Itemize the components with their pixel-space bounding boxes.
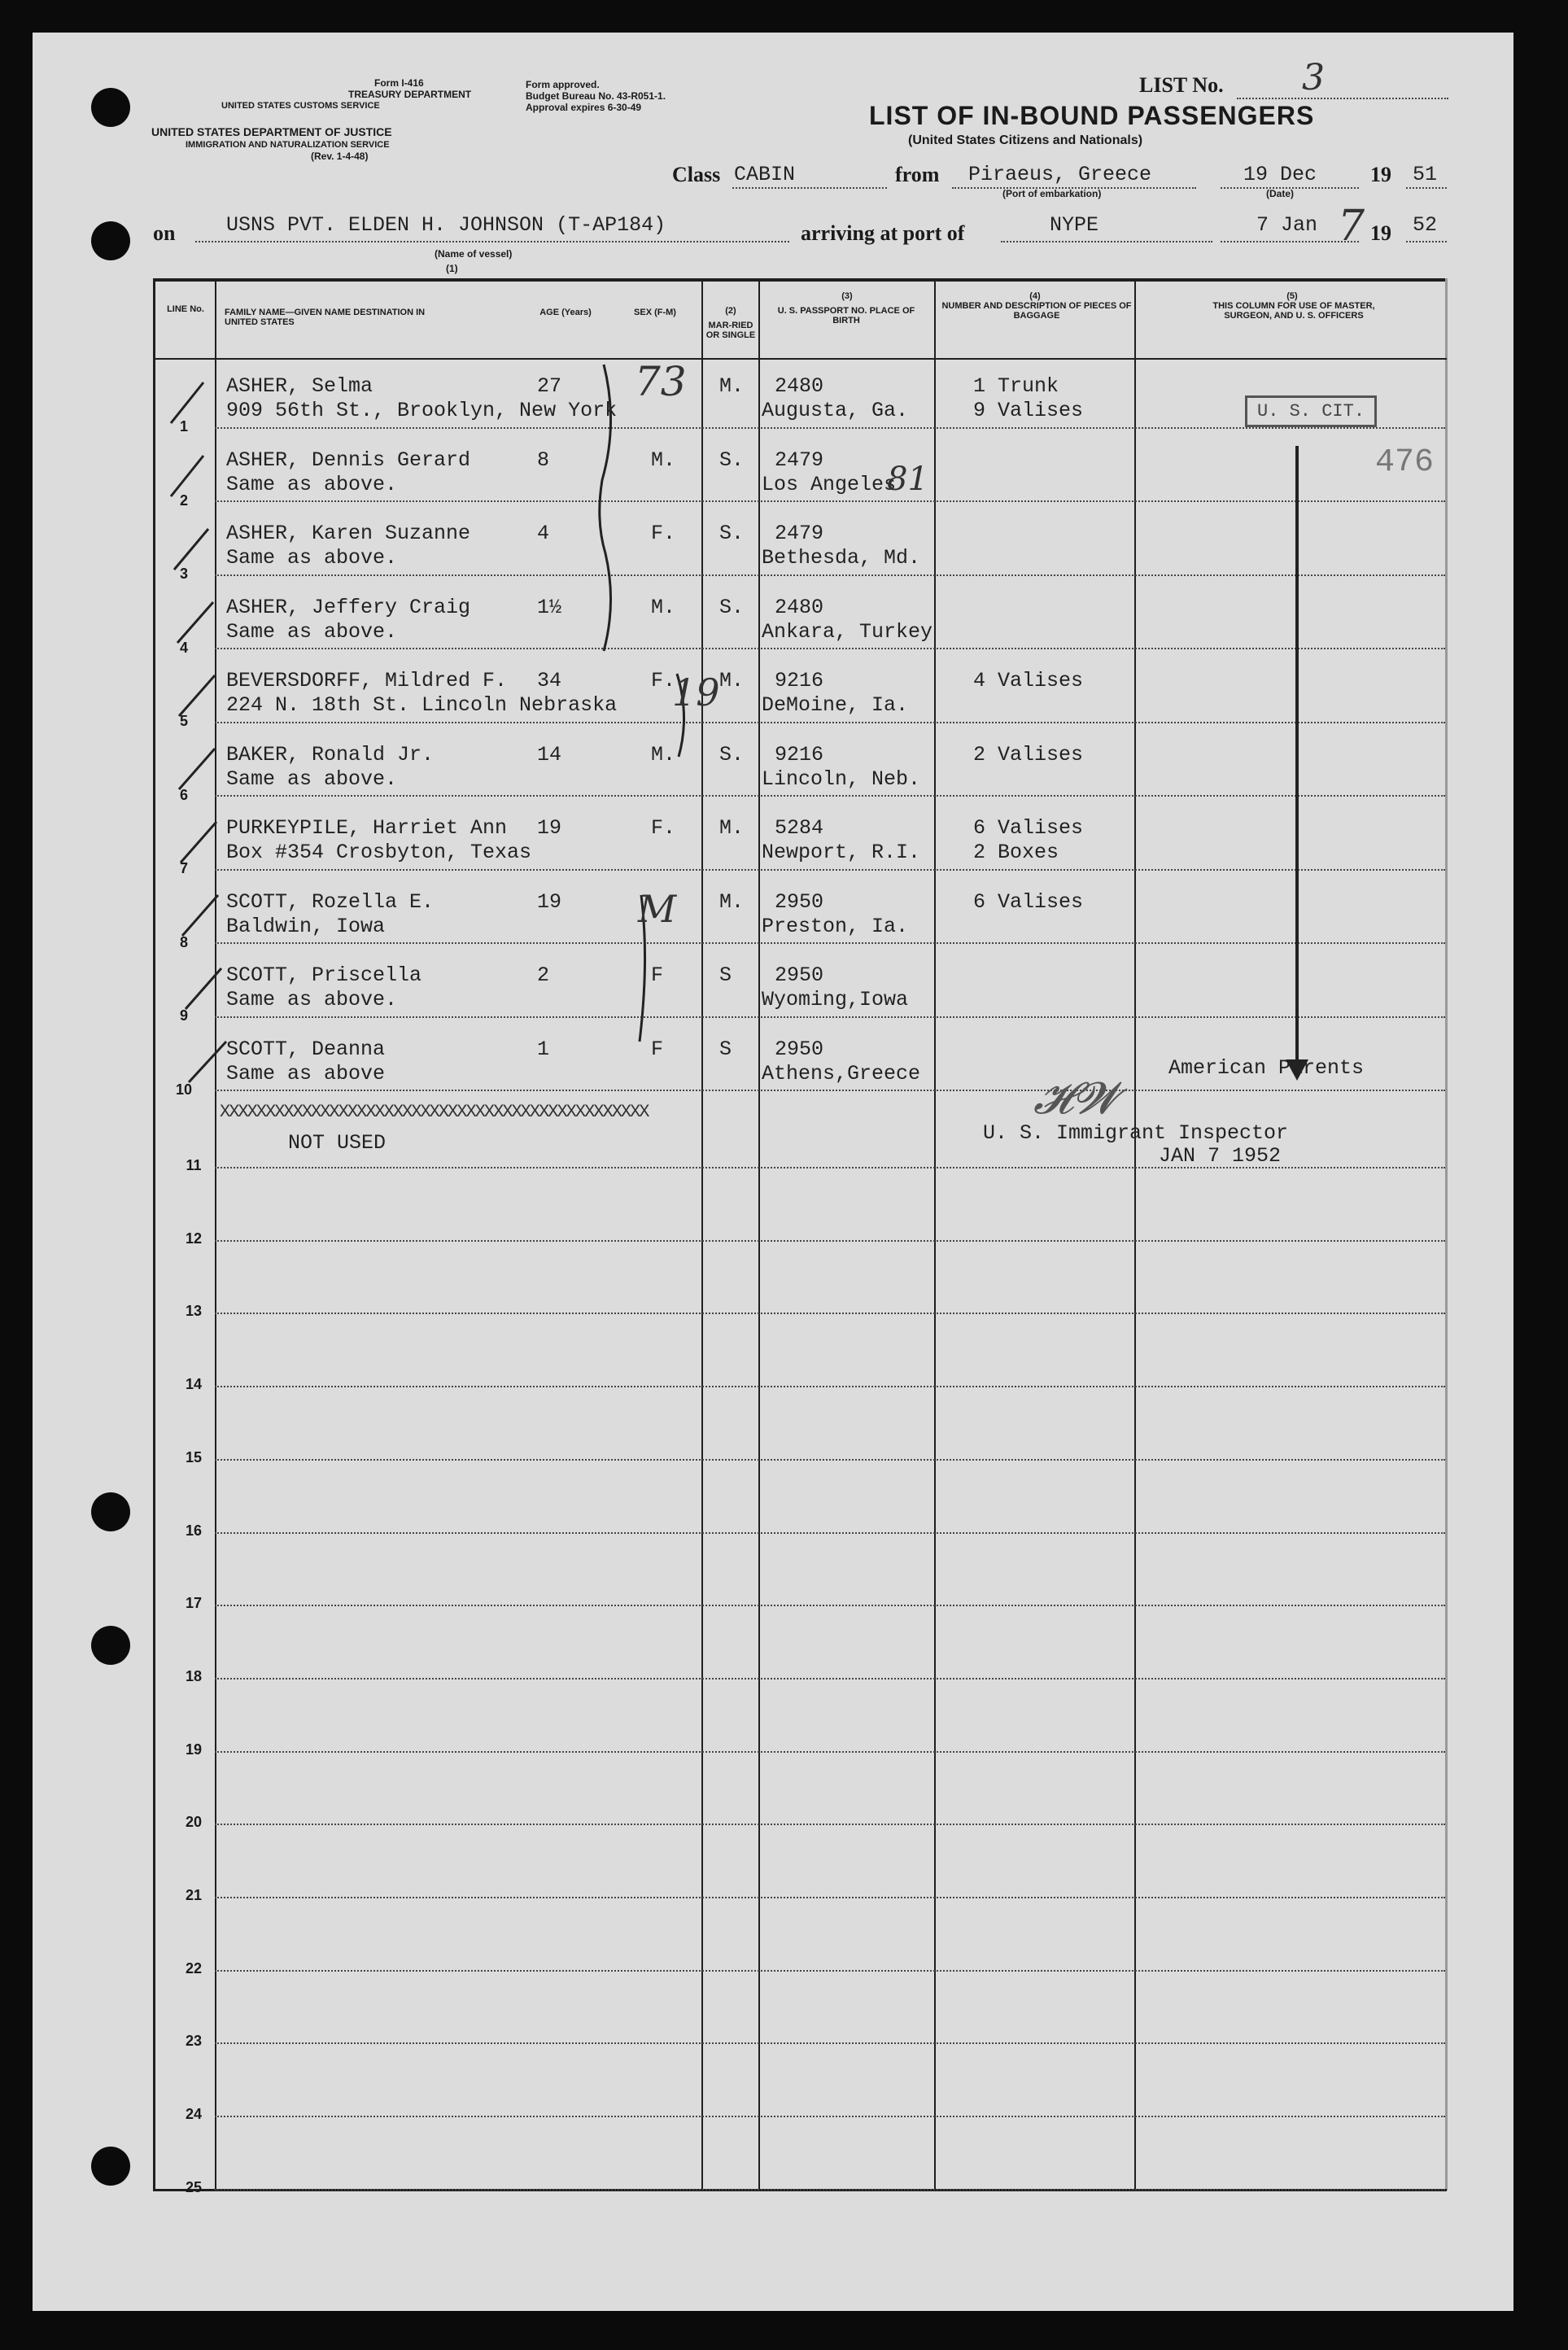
row-sex: F [651,1037,664,1061]
row-ms: M. [719,669,745,692]
check-mark [171,456,203,496]
check-mark [182,895,218,936]
row-line: 6 [179,786,188,803]
from-label: from [895,163,940,186]
row-name: BAKER, Ronald Jr. [226,742,435,767]
inspector-date: JAN 7 1952 [1159,1144,1282,1168]
row-age: 27 [537,374,562,398]
row-ms: S. [719,522,745,545]
dept-justice: UNITED STATES DEPARTMENT OF JUSTICE [151,125,392,138]
row-passport: 2480 [775,595,824,619]
row-line: 8 [179,933,188,950]
page-subtitle: (United States Citizens and Nationals) [908,133,1143,147]
row-passport: 5284 [775,816,824,840]
approval-expires: Approval expires 6-30-49 [526,102,642,113]
year-prefix-2: 19 [1370,221,1391,245]
ins-service: IMMIGRATION AND NATURALIZATION SERVICE [186,140,390,150]
row-age: 2 [537,963,550,987]
row-birth: Wyoming,Iowa [762,988,909,1011]
row-name: SCOTT, Deanna [226,1037,386,1061]
row-line: 10 [175,1081,193,1098]
check-mark [179,749,215,789]
line-number: 23 [185,2033,203,2050]
row-passport: 2479 [775,522,824,545]
row-name: SCOTT, Rozella E. [226,889,435,914]
row-birth: Lincoln, Neb. [762,767,921,791]
row-birth: Bethesda, Md. [762,546,921,570]
col-header-num-5: (5) [1286,291,1298,301]
line-number: 11 [186,1157,202,1173]
col-header-baggage: NUMBER AND DESCRIPTION OF PIECES OF BAGGAGE [941,301,1132,321]
check-mark [179,675,215,716]
row-name: ASHER, Karen Suzanne [226,522,471,545]
row-passport: 2950 [775,1037,824,1061]
row-sex: F. [651,522,676,545]
row-bag1: 2 Valises [973,742,1084,767]
line-number: 17 [185,1595,203,1612]
row-birth: Los Angeles [762,472,897,496]
row-bag1: 6 Valises [973,816,1084,840]
check-mark [181,822,216,863]
date-caption: (Date) [1266,188,1295,199]
row-bag1: 4 Valises [973,669,1084,692]
class-value: CABIN [734,163,796,186]
line-number: 20 [185,1814,203,1831]
on-label: on [153,221,176,245]
row-sex: M. [651,448,676,472]
strikeout-line: XXXXXXXXXXXXXXXXXXXXXXXXXXXXXXXXXXXXXXXXXXXXXXX [220,1102,649,1122]
form-revision: (Rev. 1-4-48) [311,151,369,162]
row-name: ASHER, Dennis Gerard [226,448,471,472]
row-sex: M. [651,595,676,619]
row-line: 2 [179,491,188,509]
line-number: 24 [185,2106,203,2123]
row-passport: 2950 [775,963,824,987]
col-header-sex: SEX (F-M) [634,308,676,317]
handwritten-mark-81: 81 [887,461,928,498]
row-line: 7 [179,860,188,876]
row-sex: M. [651,742,676,767]
check-mark [171,382,203,423]
customs-service: UNITED STATES CUSTOMS SERVICE [221,101,380,111]
row-name: BEVERSDORFF, Mildred F. [226,669,508,692]
arrival-date: 7 Jan [1256,213,1318,237]
form-number: Form I-416 [374,77,424,89]
row-ms: M. [719,816,745,840]
row-age: 19 [537,889,562,914]
col-header-officers: THIS COLUMN FOR USE OF MASTER, SURGEON, AND U. S. OFFICERS [1212,301,1375,321]
row-sex: F. [651,816,676,840]
row-dest: Same as above. [226,988,398,1011]
vessel-name: USNS PVT. ELDEN H. JOHNSON (T-AP184) [226,213,666,237]
port-embark-caption: (Port of embarkation) [1002,188,1102,199]
handwritten-mark-scott: M [638,887,677,931]
row-line: 9 [179,1007,188,1024]
inspector-title: U. S. Immigrant Inspector [983,1121,1289,1145]
line-number: 25 [185,2178,203,2195]
row-dest: Baldwin, Iowa [226,914,386,938]
line-number: 18 [185,1667,203,1684]
check-mark [174,529,208,570]
row-name: ASHER, Selma [226,374,373,398]
row-sex: F [651,963,664,987]
row-name: SCOTT, Priscella [226,963,422,987]
arrival-port: NYPE [1050,213,1099,237]
handwritten-mark-73: 73 [635,358,687,405]
vessel-col-no: (1) [446,263,458,274]
col-header-passport: U. S. PASSPORT NO. PLACE OF BIRTH [777,306,915,325]
list-no-label: LIST No. [1139,73,1224,97]
row-dest: Same as above. [226,546,398,570]
row-name: PURKEYPILE, Harriet Ann [226,816,508,840]
row-ms: M. [719,374,745,398]
not-used-note: NOT USED [288,1131,387,1155]
row-dest: Same as above. [226,767,398,791]
class-label: Class [672,163,721,186]
row-age: 19 [537,816,562,840]
depart-date: 19 Dec [1243,163,1317,186]
row-bag1: 6 Valises [973,889,1084,914]
row-dest: Same as above. [226,472,398,496]
line-number: 12 [185,1230,203,1247]
row-bag1: 1 Trunk [973,374,1059,398]
year-prefix-1: 19 [1370,163,1391,186]
list-no-value: 3 [1302,57,1325,98]
row-passport: 2950 [775,889,824,914]
row-birth: Newport, R.I. [762,841,921,864]
us-citizen-stamp: U. S. CIT. [1245,395,1377,427]
line-number: 14 [185,1376,203,1393]
row-age: 4 [537,522,550,545]
row-dest: 909 56th St., Brooklyn, New York [226,399,618,422]
row-age: 14 [537,742,562,767]
check-mark [189,1042,226,1082]
row-age: 1 [537,1037,550,1061]
depart-year: 51 [1413,163,1438,186]
row-birth: DeMoine, Ia. [762,693,909,717]
inspector-signature: 𝓗𝓦 [1033,1072,1120,1124]
row-name: ASHER, Jeffery Craig [226,595,471,619]
page-title: LIST OF IN-BOUND PASSENGERS [869,101,1315,130]
arrival-year: 52 [1413,213,1438,237]
american-parents-note: American Parents [1168,1056,1365,1080]
arrival-hand-mark: 7 [1338,202,1365,251]
row-birth: Ankara, Turkey [762,619,933,644]
col-header-num-4: (4) [1029,291,1041,301]
line-number: 22 [185,1959,203,1977]
check-mark [186,968,221,1009]
treasury-dept: TREASURY DEPARTMENT [348,89,472,100]
row-line: 4 [179,639,188,656]
row-ms: S. [719,448,745,472]
row-bag2: 2 Boxes [973,841,1059,864]
col-header-married: MAR-RIED OR SINGLE [705,321,756,340]
form-approved: Form approved. [526,79,600,90]
row-passport: 9216 [775,669,824,692]
line-number: 16 [185,1522,203,1539]
row-line: 1 [179,418,188,435]
line-number: 21 [185,1887,203,1903]
row-line: 3 [179,566,188,582]
row-dest: 224 N. 18th St. Lincoln Nebraska [226,693,618,717]
budget-bureau: Budget Bureau No. 43-R051-1. [526,90,666,102]
row-dest: Same as above [226,1061,386,1085]
line-number: 19 [185,1741,203,1758]
col-header-line-no: LINE No. [167,304,204,314]
row-bag2: 9 Valises [973,399,1084,422]
from-value: Piraeus, Greece [968,163,1152,186]
row-ms: S. [719,595,745,619]
row-ms: S [719,963,732,987]
row-age: 34 [537,669,562,692]
col-header-name: FAMILY NAME—GIVEN NAME DESTINATION IN UNITED STATES [225,308,426,327]
row-dest: Same as above. [226,619,398,644]
line-number: 15 [185,1448,203,1465]
bracket-asher [600,365,611,651]
col-header-num-2: (2) [725,306,736,316]
row-age: 8 [537,448,550,472]
col-header-num-3: (3) [841,291,853,301]
row-birth: Augusta, Ga. [762,399,909,422]
row-line: 5 [179,713,188,729]
row-passport: 2480 [775,374,824,398]
arriving-label: arriving at port of [801,221,965,245]
row-birth: Preston, Ia. [762,914,909,938]
row-birth: Athens,Greece [762,1061,921,1085]
row-age: 1½ [537,595,562,619]
row-passport: 2479 [775,448,824,472]
row-ms: S [719,1037,732,1061]
row-passport: 9216 [775,742,824,767]
col-header-age: AGE (Years) [539,308,592,317]
row-ms: M. [719,889,745,914]
row-sex: F. [651,669,676,692]
check-mark [177,602,213,643]
line-number: 13 [185,1303,203,1320]
handwritten-mark-19: 19 [672,670,720,714]
vessel-caption: (Name of vessel) [435,248,513,260]
row-ms: S. [719,742,745,767]
stamp-number: 476 [1375,444,1435,481]
row-dest: Box #354 Crosbyton, Texas [226,841,532,864]
